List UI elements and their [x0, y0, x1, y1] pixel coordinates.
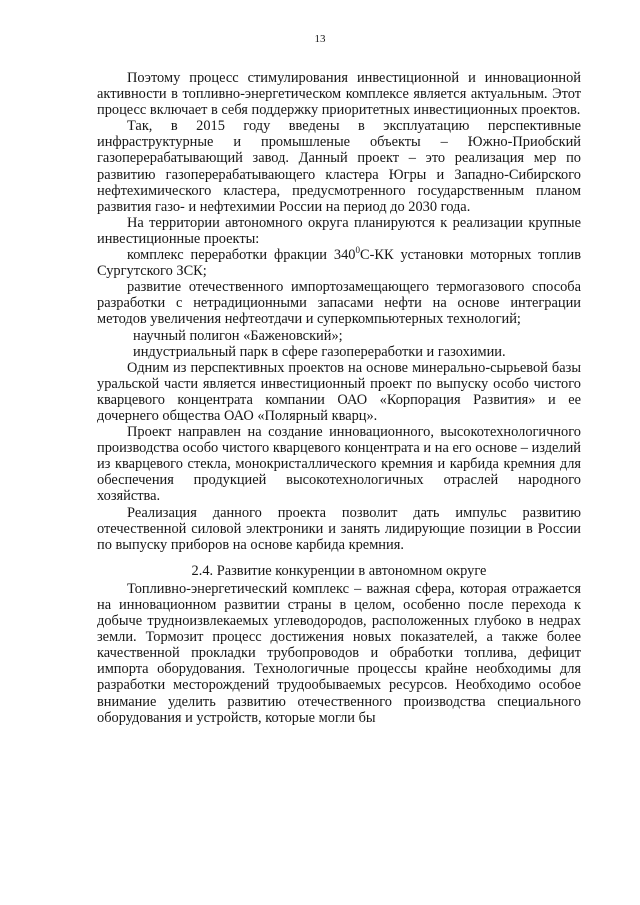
section-heading: 2.4. Развитие конкуренции в автономном округе — [191, 562, 487, 579]
paragraph-2: Так, в 2015 году введены в эксплуатацию перспективные инфраструктурные и промышленые объекты – Южно-Приобский газоперерабатывающий завод. Данный проект – это реализация мер по развитию газоперерабатывающего кластера Югры и Западно-Сибирского нефтехимического кластера, предусмотренного государственным планом развития газо- и нефтехимии России на период до 2030 года. — [97, 118, 581, 215]
document-body — [97, 70, 581, 726]
degree-superscript: 0 — [355, 245, 360, 256]
paragraph-5: Проект направлен на создание инновационного, высокотехнологичного производства особо чистого кварцевого концентрата и на его основе – изделий из кварцевого стекла, монокристаллического кремния и карбида кремния для обеспечения продукцией высокотехнологичных отраслей народного хозяйства. — [97, 424, 581, 505]
paragraph-3: На территории автономного округа планируются к реализации крупные инвестиционные проекты: — [97, 214, 581, 247]
list-item-polygon: научный полигон «Баженовский»; — [133, 327, 343, 344]
list-item-complex-text-b: С-КК установки моторных топлив Сургутского ЗСК; — [97, 247, 581, 280]
paragraph-1: Поэтому процесс стимулирования инвестиционной и инновационной активности в топливно-энергетическом комплексе является актуальным. Этот процесс включает в себя поддержку приоритетных инвестиционных проектов. — [97, 70, 581, 119]
list-item-thermogas: развитие отечественного импортозамещающего термогазового способа разработки с нетрадиционными запасами нефти на основе интеграции методов увеличения нефтеотдачи и суперкомпьютерных технологий; — [97, 279, 581, 328]
paragraph-7: Топливно-энергетический комплекс – важная сфера, которая отражается на инновационном развитии страны в целом, особенно после перехода к добыче трудноизвлекаемых углеводородов, расположенных глубоко в недрах земли. Тормозит процесс достижения новых показателей, а также более качественной прокладки трубопроводов и обработки топлива, дефицит импорта оборудования. Технологичные процессы крайне необходимы для разработки месторождений трудообываемых ресурсов. Необходимо особое внимание уделить развитию отечественного производства специального оборудования и устройств, которые могли бы — [97, 580, 581, 726]
paragraph-4: Одним из перспективных проектов на основе минерально-сырьевой базы уральской части является инвестиционный проект по выпуску особо чистого кварцевого концентрата компании ОАО «Корпорация Развития» и ее дочернего общества ОАО «Полярный кварц». — [97, 359, 581, 424]
list-item-complex — [97, 247, 581, 279]
paragraph-6: Реализация данного проекта позволит дать импульс развитию отечественной силовой электроники и занять лидирующие позиции в России по выпуску приборов на основе карбида кремния. — [97, 504, 581, 553]
list-item-complex-text-a: комплекс переработки фракции 340 — [127, 247, 356, 264]
list-item-industrial-park: индустриальный парк в сфере газопереработки и газохимии. — [133, 343, 506, 360]
page-number: 13 — [314, 33, 326, 45]
